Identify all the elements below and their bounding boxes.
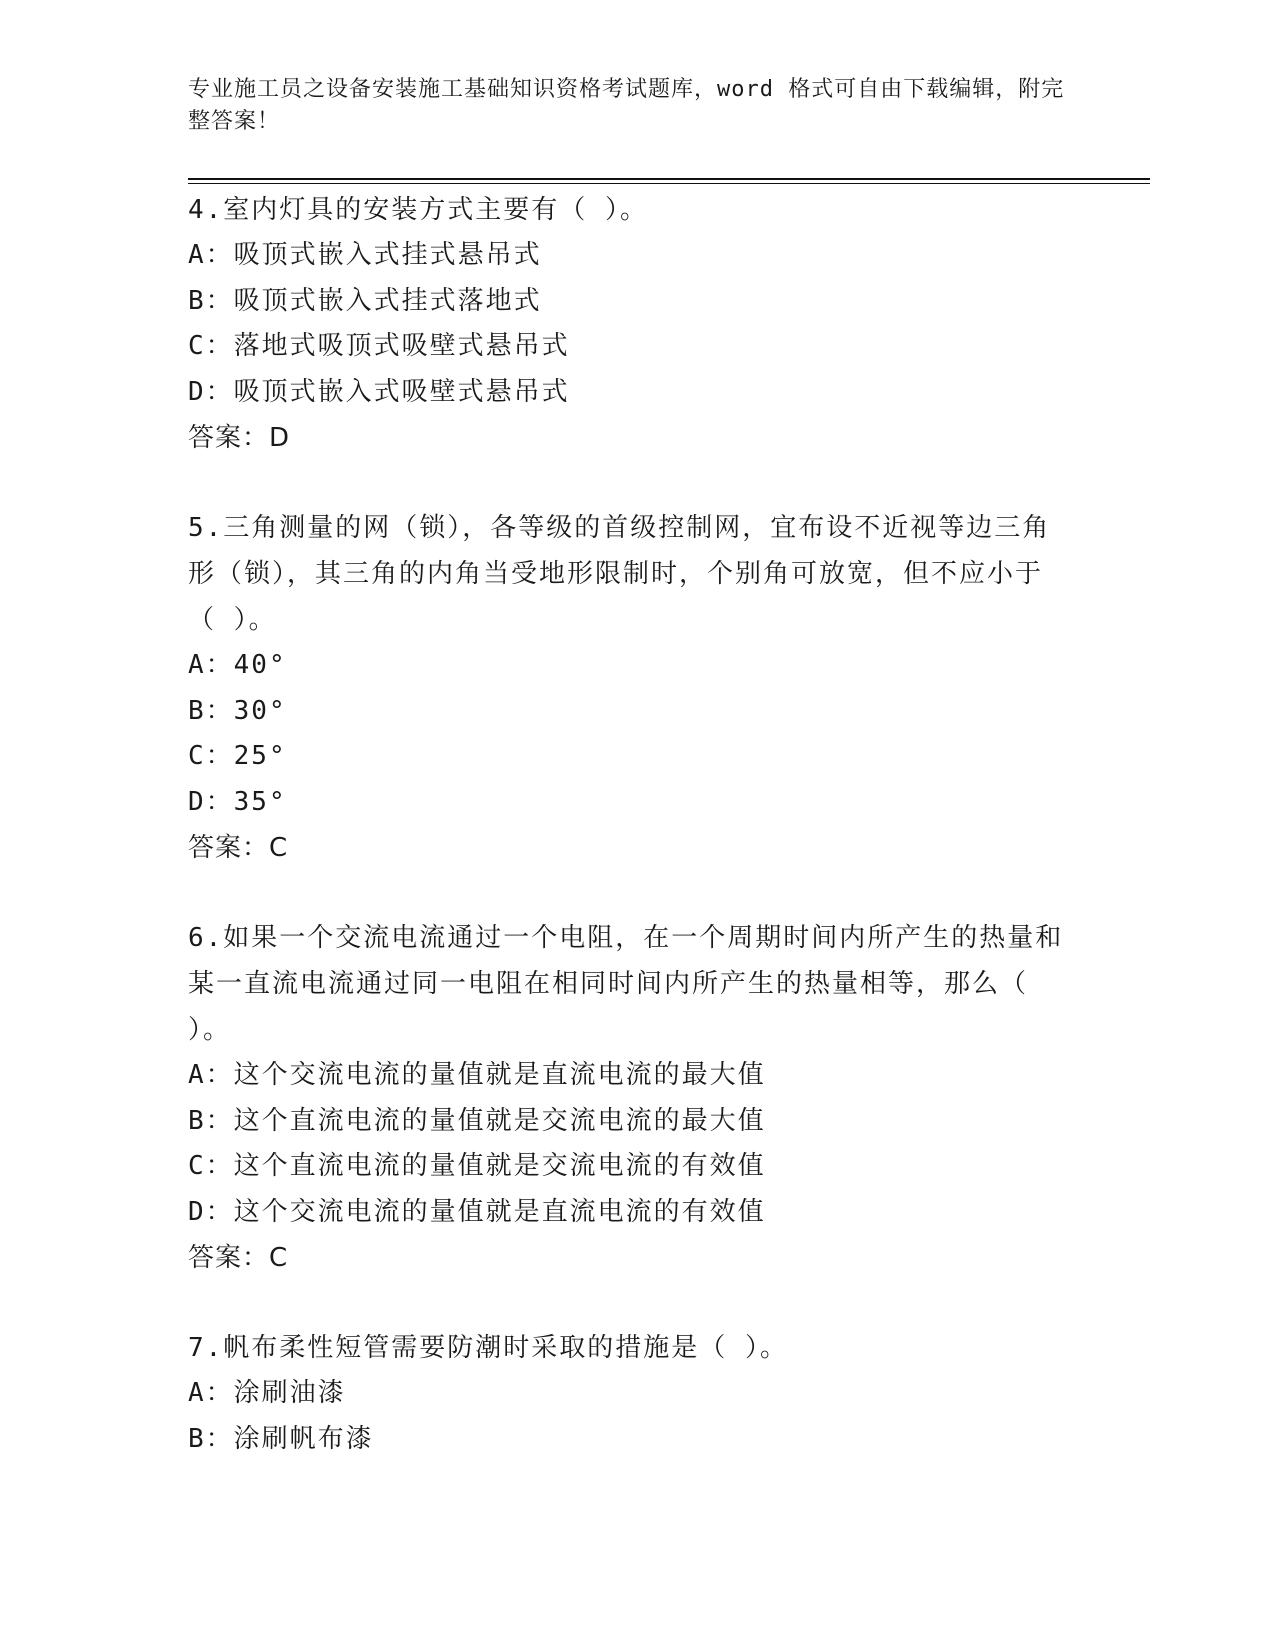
question-list <box>188 187 1068 1506</box>
question-7 <box>188 1325 1068 1462</box>
option-c: C：这个直流电流的量值就是交流电流的有效值 <box>188 1151 766 1181</box>
option-a: A：吸顶式嵌入式挂式悬吊式 <box>188 240 542 270</box>
option-c: C：25° <box>188 741 287 771</box>
option-b: B：涂刷帆布漆 <box>188 1423 374 1454</box>
option-a: A：涂刷油漆 <box>188 1378 346 1408</box>
header-divider-thick <box>188 178 1150 180</box>
question-stem: 5.三角测量的网（锁），各等级的首级控制网，宜布设不近视等边三角形（锁），其三角的内角当受地形限制时，个别角可放宽，但不应小于（ ）。 <box>188 513 1051 635</box>
option-a: A：40° <box>188 650 287 680</box>
answer-line: 答案：C <box>188 833 289 863</box>
option-b: B：吸顶式嵌入式挂式落地式 <box>188 285 542 316</box>
question-4 <box>188 187 1068 461</box>
answer-line: 答案：D <box>188 423 291 453</box>
page-header-text: 专业施工员之设备安装施工基础知识资格考试题库，word 格式可自由下载编辑，附完整答案！ <box>188 77 1065 134</box>
answer-line: 答案：C <box>188 1243 289 1273</box>
question-5 <box>188 505 1068 871</box>
option-d: D：这个交流电流的量值就是直流电流的有效值 <box>188 1196 766 1227</box>
question-stem: 4.室内灯具的安装方式主要有（ ）。 <box>188 195 648 225</box>
question-stem: 6.如果一个交流电流通过一个电阻，在一个周期时间内所产生的热量和某一直流电流通过同一电阻在相同时间内所产生的热量相等，那么（ ）。 <box>188 923 1064 1045</box>
option-a: A：这个交流电流的量值就是直流电流的最大值 <box>188 1060 766 1090</box>
question-6 <box>188 915 1068 1281</box>
option-b: B：30° <box>188 695 287 726</box>
question-stem: 7.帆布柔性短管需要防潮时采取的措施是（ ）。 <box>188 1333 788 1363</box>
option-d: D：吸顶式嵌入式吸壁式悬吊式 <box>188 376 570 407</box>
option-b: B：这个直流电流的量值就是交流电流的最大值 <box>188 1105 766 1136</box>
option-c: C：落地式吸顶式吸壁式悬吊式 <box>188 331 570 361</box>
option-d: D：35° <box>188 786 287 817</box>
header-divider-thin <box>188 183 1150 184</box>
